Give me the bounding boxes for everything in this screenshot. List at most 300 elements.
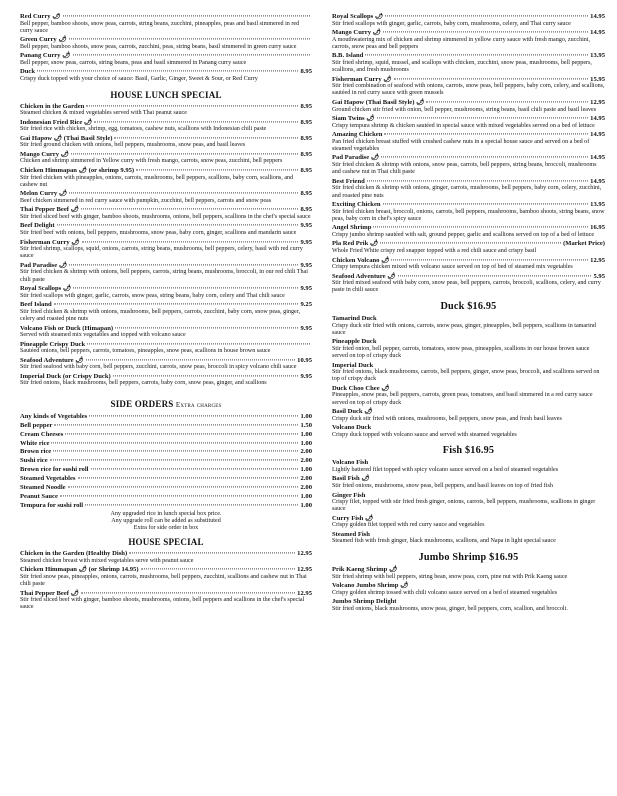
menu-item-description: Stir fried ground chicken with onions, bell peppers, mushrooms, snow peas, and basil leaves — [20, 142, 246, 149]
dot-leader — [114, 137, 298, 138]
menu-item-name: Siam Twins 🌶 — [332, 115, 375, 123]
menu-item — [20, 325, 312, 340]
menu-item-row — [332, 257, 605, 265]
menu-item-description: Stir fried chicken & shrimp with onions, bell peppers, carrots, string beans, mushrooms, broccoli, in our red chili Thai chili paste — [20, 269, 308, 283]
menu-item — [20, 550, 312, 565]
menu-item-name: Seafood Adventure 🌶 — [20, 356, 84, 364]
menu-item-description: Crispy duck topped with volcano sauce and served with steamed vegetables — [332, 431, 517, 438]
menu-item — [20, 502, 312, 510]
menu-item-price: 14.95 — [590, 154, 605, 162]
menu-item-row — [20, 413, 312, 421]
menu-item-price: 1.00 — [300, 492, 312, 500]
menu-item-name: Sushi rice — [20, 457, 48, 465]
dot-leader — [82, 241, 299, 242]
menu-item — [332, 475, 605, 490]
menu-item-price: 8.95 — [300, 102, 312, 110]
menu-item — [332, 582, 605, 597]
dot-leader — [57, 225, 299, 226]
menu-item-price: 1.00 — [300, 466, 312, 474]
menu-item-description: Steamed chicken breast with mixed vegetables serve with peanut sauce — [20, 557, 194, 564]
menu-item — [20, 590, 312, 612]
menu-item — [332, 240, 605, 255]
menu-item — [20, 167, 312, 189]
dot-leader — [115, 327, 298, 328]
menu-item-price: 9.95 — [300, 285, 312, 293]
menu-item — [332, 424, 605, 439]
dot-leader — [141, 569, 296, 570]
menu-item-description: Stir fried chicken with pineapples, onions, carrots, mushrooms, bell peppers, scallions, baby corn, scallions, and cashew nut — [20, 174, 294, 188]
fish-list — [332, 459, 605, 547]
menu-item-name: Volcano Fish or Duck (Himapan) — [20, 324, 114, 332]
menu-item-name: Thai Pepper Beef 🌶 — [20, 589, 79, 597]
dot-leader — [69, 193, 298, 194]
dot-leader — [71, 153, 298, 154]
house-special-heading: HOUSE SPECIAL — [128, 537, 204, 548]
menu-item-row — [332, 154, 605, 162]
dot-leader — [86, 105, 298, 106]
menu-item-description: Stir fried chicken breast, broccoli, onions, carrots, bell peppers, mushrooms, bamboo shoots, string beans, snow peas, baby corn in chef's spicy sauce — [332, 208, 605, 222]
menu-item-row — [20, 206, 312, 214]
menu-item-name: Chicken Himmapan 🌶 (or shrimp 9.95) — [20, 166, 135, 174]
menu-item — [332, 76, 605, 98]
menu-item-description: Stir fried combination of seafood with onions, carrots, snow peas, bell peppers, baby corn, celery, and scallions, sautéed in red curry sauce with green mussels — [332, 83, 605, 97]
menu-item-row — [332, 385, 605, 393]
menu-item — [20, 103, 312, 118]
menu-item-row — [332, 131, 605, 139]
menu-item-description: Crispy filet, topped with stir fried fresh ginger, onions, carrots, bell peppers, mushrooms, scallions in ginger sauce — [332, 499, 596, 513]
menu-item-description: Stir fried chicken & shrimp with onions, snow peas, carrots, bell peppers, string beans, broccoli, mushrooms and cashew nut in Thai chili paste — [332, 162, 597, 176]
menu-item-price: 9.95 — [300, 324, 312, 332]
menu-item-description: Stir fried onions, mushrooms, snow peas, bell peppers, and basil leaves on top of fried fish — [332, 483, 553, 489]
menu-item-name: Gai Hapow (Thai Basil Style) 🌶 — [332, 98, 425, 106]
menu-item — [332, 115, 605, 130]
menu-item-description: Crispy duck stir fried with onions, carrots, snow peas, ginger, pineapples, bell peppers, scallions in tamarind sauce — [332, 322, 596, 336]
dot-leader — [383, 31, 588, 32]
menu-item-name: Steamed Fish — [332, 530, 370, 538]
menu-item-name: Volcano Jumbo Shrimp 🌶 — [332, 582, 409, 590]
menu-item-row — [20, 493, 312, 501]
menu-item — [20, 285, 312, 300]
menu-item-price: 12.95 — [590, 98, 605, 106]
menu-item — [20, 413, 312, 421]
menu-item — [20, 135, 312, 150]
menu-item — [332, 385, 605, 407]
menu-item-row — [20, 550, 312, 558]
menu-item-row — [20, 475, 312, 483]
menu-item — [20, 357, 312, 372]
menu-item-name: Chicken in the Garden (Healthy Dish) — [20, 550, 128, 558]
menu-item-name: Any kinds of Vegetables — [20, 412, 88, 420]
menu-item — [332, 273, 605, 295]
menu-item-row — [20, 566, 312, 574]
side-orders-note: Any upgraded rice in lunch special box price. — [110, 510, 222, 517]
menu-item — [20, 36, 312, 51]
menu-item-price: (Market Price) — [563, 240, 605, 248]
menu-item — [332, 566, 605, 581]
dot-leader — [367, 180, 588, 181]
dot-leader — [91, 469, 299, 470]
menu-item-name: Panang Curry 🌶 — [20, 52, 71, 60]
menu-item-price: 1.50 — [300, 421, 312, 429]
menu-item-name: Duck Choo Chee 🌶 — [332, 384, 390, 392]
menu-item-name: Brown rice — [20, 448, 52, 456]
menu-item-price: 1.00 — [300, 412, 312, 420]
dot-leader — [73, 55, 311, 56]
menu-item-price: 10.95 — [297, 356, 312, 364]
menu-item-name: Basil Duck 🌶 — [332, 408, 373, 416]
menu-item-row — [20, 502, 312, 510]
menu-item-description: Steamed chicken & mixed vegetables served with Thai peanut sauce — [20, 110, 187, 117]
menu-item — [20, 475, 312, 483]
dot-leader — [426, 101, 588, 102]
menu-item-name: Pineapple Duck — [332, 338, 377, 346]
menu-item-price: 9.95 — [300, 261, 312, 269]
menu-item-description: Bell pepper, bamboo shoots, snow peas, carrots, zucchini, peas, string beans, basil simmered in green curry sauce — [20, 43, 297, 50]
menu-item-row — [332, 29, 605, 37]
dot-leader — [89, 415, 298, 416]
dot-leader — [81, 209, 298, 210]
menu-item-price: 14.95 — [590, 29, 605, 37]
menu-item-description: Stir fried shrimp with bell peppers, string bean, snow peas, corn, pine nut with Prik Kaeng sauce — [332, 573, 568, 580]
menu-item-row — [332, 13, 605, 21]
dot-leader — [53, 451, 298, 452]
menu-item-description: Stir fried snow peas, pineapples, onions, carrots, mushrooms, bell peppers, zucchini, scallions and cashew nut in Thai chili paste — [20, 573, 307, 588]
menu-item-row — [332, 52, 605, 60]
dot-leader — [384, 134, 588, 135]
lunch-special-heading: HOUSE LUNCH SPECIAL — [110, 89, 222, 100]
menu-item — [20, 431, 312, 439]
lunch-special-list — [20, 103, 312, 389]
menu-item-row — [20, 36, 312, 44]
menu-item-description: Chicken and shrimp simmered in Yellow curry with fresh mango, carrots, snow peas, zucchini, bell peppers — [20, 158, 283, 165]
dot-leader — [51, 442, 298, 443]
menu-item-name: Prik Kaeng Shrimp 🌶 — [332, 565, 398, 573]
menu-item-name: Mango Curry 🌶 — [20, 150, 70, 158]
dot-leader — [394, 78, 589, 79]
menu-item — [332, 408, 605, 423]
menu-item — [20, 448, 312, 456]
menu-item-name: Indonesian Fried Rice 🌶 — [20, 118, 93, 126]
menu-item-description: Crispy jumbo shrimp sautéed with salt, ground pepper, garlic and scallions served on top of a bed of lettuce — [332, 231, 595, 238]
jumbo-shrimp-heading: Jumbo Shrimp $16.95 — [418, 551, 519, 563]
menu-item-row — [332, 424, 605, 432]
menu-item-row — [20, 285, 312, 293]
menu-item-description: Stir fried onions, black mushrooms, snow peas, ginger, bell peppers, corn, scallion, and broccoli. — [332, 605, 568, 612]
side-orders-list — [20, 413, 312, 511]
menu-item-name: Beef Delight — [20, 222, 55, 230]
menu-item-description: Sautéed onions, bell peppers, carrots, tomatoes, pineapples, snow peas, scallions in house brown sauce — [20, 348, 271, 355]
menu-item — [20, 422, 312, 430]
menu-item-name: Royal Scallops 🌶 — [20, 285, 72, 293]
menu-item-description: Steamed fish with fresh ginger, black mushrooms, scallions, and Napa in light special sauce — [332, 538, 556, 545]
menu-item-description: Stir fried onions, black mushrooms, carrots, bell peppers, ginger, snow peas, broccoli, and scallions served on top of crispy duck — [332, 369, 600, 383]
menu-item-description: Stir fried beef with onions, bell peppers, mushrooms, snow peas, baby corn, ginger, scallions and mandarin sauce — [20, 230, 297, 237]
menu-item-name: Steamed Noodle — [20, 484, 66, 492]
menu-item — [20, 301, 312, 323]
left-column — [20, 13, 312, 792]
menu-item-description: Stir fried sliced beef with ginger, bamboo shoots, mushrooms, onions, bell peppers, scallions in the chef's special sauce — [20, 213, 311, 220]
menu-item-description: Stir fried mixed seafood with baby corn, snow peas, bell peppers, carrots, broccoli, scallions, celery, and curry paste in chili sauce — [332, 280, 601, 294]
menu-item-name: White rice — [20, 439, 50, 447]
menu-item — [332, 315, 605, 337]
menu-item-description: Stir fried onion, bell pepper, carrots, tomatoes, snow peas, pineapples, scallions in our house brown sauce served on top of crispy duck — [332, 345, 590, 360]
menu-item-name: Gai Hapow 🌶 (Thai Basil Style) — [20, 134, 113, 142]
menu-item-row — [20, 422, 312, 430]
menu-item — [20, 222, 312, 237]
dot-leader — [113, 375, 299, 376]
dot-leader — [54, 424, 298, 425]
menu-item-description: Stir fried shrimp, squid, mussel, and scallops with chicken, zucchini, snow peas, mushrooms, bell peppers, scallions, and fresh mushrooms — [332, 59, 592, 74]
menu-item-row — [332, 598, 605, 606]
house-special-list — [20, 550, 312, 613]
menu-item-row — [20, 457, 312, 465]
menu-item — [332, 598, 605, 613]
menu-item — [332, 154, 605, 176]
menu-item-price: 8.95 — [300, 68, 312, 76]
menu-item-price: 1.00 — [300, 430, 312, 438]
dot-leader — [63, 15, 310, 16]
dot-leader — [129, 553, 295, 554]
menu-item-name: Brown rice for sushi roll — [20, 466, 89, 474]
side-orders-note: Extra for side order in box — [133, 525, 199, 532]
menu-item-description: Stir fried chicken & shrimp with onions, mushrooms, bell peppers, carrots, zucchini, baby corn, snow peas, ginger, celery and roasted pine nuts — [20, 308, 301, 323]
jumbo-shrimp-list — [332, 566, 605, 614]
dot-leader — [391, 259, 588, 260]
menu-item — [332, 515, 605, 530]
menu-item-row — [20, 466, 312, 474]
menu-item-price: 8.95 — [300, 166, 312, 174]
menu-item-price: 12.95 — [297, 589, 312, 597]
menu-item-row — [332, 201, 605, 209]
menu-item — [20, 119, 312, 134]
menu-item-description: Served with steamed mix vegetables and topped with volcano sauce — [20, 332, 186, 339]
menu-item-name: Exciting Chicken — [332, 201, 381, 209]
menu-item — [20, 262, 312, 284]
menu-item-name: Ginger Fish — [332, 491, 366, 499]
menu-item-description: Stir fried scallops with ginger, garlic, carrots, snow peas, string beans, baby corn, celery and Thai chili sauce — [20, 292, 285, 299]
menu-item-name: Basil Fish 🌶 — [332, 475, 370, 483]
menu-item-name: Chicken Volcano 🌶 — [332, 256, 390, 264]
side-orders-subtitle: Extra charges — [175, 400, 222, 409]
dot-leader — [385, 15, 588, 16]
menu-item-name: Volcano Fish — [332, 459, 369, 467]
side-orders-notes — [20, 511, 312, 533]
side-orders-title: SIDE ORDERS — [110, 398, 174, 409]
menu-item-price: 9.25 — [300, 301, 312, 309]
menu-item-row — [332, 315, 605, 323]
menu-item-description: Crispy golden filet topped with red curry sauce and vegetables — [332, 522, 485, 529]
menu-item-name: Royal Scallops 🌶 — [332, 13, 384, 20]
menu-item-description: Stir fried seafood with baby corn, bell peppers, zucchini, carrots, snow peas, broccoli in spicy volcano chili sauce — [20, 364, 297, 371]
menu-item-name: Volcano Duck — [332, 424, 372, 432]
menu-item-row — [332, 492, 605, 500]
menu-item — [332, 13, 605, 28]
menu-item — [332, 492, 605, 514]
menu-item-description: Bell pepper, snow peas, carrots, string beans, peas and basil simmered in Panang curry sauce — [20, 59, 247, 66]
menu-item-name: Melon Curry 🌶 — [20, 190, 68, 198]
menu-item-name: Imperial Duck — [332, 361, 374, 369]
menu-item-name: Red Curry 🌶 — [20, 13, 61, 20]
menu-item-description: Stir fried onions, black mushrooms, bell peppers, carrots, baby corn, snow peas, ginger, and scallions — [20, 380, 267, 387]
menu-item-row — [20, 448, 312, 456]
menu-item-price: 8.95 — [300, 150, 312, 158]
menu-item-name: Amazing Chicken — [332, 131, 383, 139]
menu-item-row — [332, 99, 605, 107]
menu-item-description: Bell pepper, bamboo shoots, snow peas, carrots, string beans, zucchini, pineapples, peas and basil simmered in red curry sauce — [20, 20, 300, 34]
menu-item — [20, 440, 312, 448]
menu-item-row — [20, 103, 312, 111]
menu-item-name: Bell pepper — [20, 421, 53, 429]
dot-leader — [54, 304, 299, 305]
menu-item-price: 12.95 — [590, 256, 605, 264]
dot-leader — [380, 243, 561, 244]
menu-item-row — [332, 224, 605, 232]
specials-list — [332, 13, 605, 296]
menu-item — [20, 68, 312, 83]
menu-item-name: Mango Curry 🌶 — [332, 29, 382, 37]
menu-item — [20, 151, 312, 166]
menu-item-name: Best Friend — [332, 177, 365, 185]
menu-item-description: Beef chicken simmered in red curry sauce with pumpkin, zucchini, bell peppers, carrots and snow peas — [20, 197, 272, 204]
menu-item-description: A mouthwatering mix of chicken and shrimp simmered in yellow curry sauce with fresh mango, zucchini, carrots, snow peas and bell peppers — [332, 36, 591, 50]
dot-leader — [37, 71, 298, 72]
menu-item-name: Tamarind Duck — [332, 314, 377, 322]
menu-item-price: 2.00 — [300, 457, 312, 465]
duck-heading: Duck $16.95 — [440, 300, 497, 312]
menu-item — [332, 224, 605, 239]
menu-item-price: 2.00 — [300, 475, 312, 483]
menu-item-row — [332, 240, 605, 248]
menu-item-name: Duck — [20, 68, 36, 76]
menu-item-description: Stir fried rice with chicken, shrimp, egg, tomatoes, cashew nuts, scallions with Indonesian chili paste — [20, 126, 267, 133]
menu-item-price: 16.95 — [590, 224, 605, 232]
menu-item — [20, 457, 312, 465]
menu-item-description: Crispy duck topped with your choice of sauce: Basil, Garlic, Ginger, Sweet & Sour, or Red Curry — [20, 76, 258, 83]
menu-item-row — [332, 338, 605, 346]
menu-item — [332, 338, 605, 360]
menu-item-name: Jumbo Shrimp Delight — [332, 598, 397, 606]
menu-item-description: Lightly battered filet topped with spicy volcano sauce served on a bed of steamed vegetables — [332, 466, 559, 473]
menu-item-row — [20, 301, 312, 309]
menu-item — [332, 178, 605, 200]
menu-item-name: Chicken in the Garden — [20, 102, 85, 110]
menu-item-row — [20, 222, 312, 230]
menu-item-name: Angel Shrimp — [332, 224, 372, 232]
menu-item-description: Pan fried chicken breast stuffed with crushed cashew nuts in a special house sauce and served on a bed of steamed vegetables — [332, 138, 590, 152]
dot-leader — [69, 264, 298, 265]
menu-item-name: Green Curry 🌶 — [20, 36, 67, 44]
menu-item — [332, 52, 605, 74]
dot-leader — [377, 117, 589, 118]
menu-item-name: Thai Pepper Beef 🌶 — [20, 206, 79, 214]
menu-item-price: 14.95 — [590, 131, 605, 139]
side-orders-heading — [20, 399, 312, 411]
menu-item-description: Crispy tempura chicken mixed with volcano sauce served on top of bed of steamed mix vegetables — [332, 264, 573, 271]
menu-item-row — [332, 475, 605, 483]
menu-item-price: 9.95 — [300, 222, 312, 230]
dot-leader — [136, 169, 298, 170]
menu-item-row — [332, 459, 605, 467]
dot-leader — [87, 343, 310, 344]
menu-item-name: Fisherman Curry 🌶 — [332, 75, 392, 83]
menu-item-description: Crispy golden shrimp tossed with chili volcano sauce served on a bed of steamed vegetables — [332, 589, 558, 596]
menu-item-name: B.B. Island — [332, 52, 364, 60]
menu-item-row — [20, 440, 312, 448]
menu-item-row — [332, 582, 605, 590]
menu-item-name: Pad Paradise 🌶 — [20, 261, 68, 269]
menu-item-price: 8.95 — [300, 190, 312, 198]
menu-item-description: Ground chicken stir fried with onion, bell pepper, mushrooms, string beans, basil chili paste and basil leaves — [332, 106, 597, 113]
menu-item-row — [20, 190, 312, 198]
dot-leader — [60, 495, 299, 496]
menu-item-price: 8.95 — [300, 118, 312, 126]
fish-heading: Fish $16.95 — [442, 445, 495, 457]
dot-leader — [85, 504, 298, 505]
menu-item-price: 1.00 — [300, 501, 312, 509]
menu-item-price: 14.95 — [590, 115, 605, 123]
menu-item-name: Seafood Adventure 🌶 — [332, 272, 396, 280]
menu-item-name: Tempura for sushi roll — [20, 501, 84, 509]
menu-item-row — [332, 115, 605, 123]
menu-item — [20, 13, 312, 35]
menu-item-price: 1.00 — [300, 439, 312, 447]
menu-item-row — [20, 13, 312, 21]
menu-item — [332, 99, 605, 114]
menu-item — [20, 466, 312, 474]
menu-item-row — [20, 68, 312, 76]
menu-item-description: Crispy tempura shrimp & chicken sautéed in special sauce with mixed vegetables served on a bed of lettuce — [332, 122, 595, 129]
menu-item — [20, 239, 312, 261]
menu-item-row — [20, 167, 312, 175]
menu-item-name: Imperial Duck (or Crispy Duck) — [20, 372, 111, 380]
menu-item-price: 15.95 — [590, 75, 605, 83]
dot-leader — [94, 121, 298, 122]
menu-item-price: 12.95 — [297, 550, 312, 558]
menu-item-description: Whole Fried White crispy red snapper topped with a red chili sauce and crispy basil — [332, 248, 537, 255]
menu-item — [332, 257, 605, 272]
dot-leader — [383, 203, 589, 204]
dot-leader — [81, 592, 295, 593]
dot-leader — [78, 478, 299, 479]
menu-item-price: 2.00 — [300, 448, 312, 456]
menu-item — [332, 29, 605, 51]
side-orders-note: Any upgrade roll can be added as substituted — [111, 517, 221, 524]
menu-item-name: Chicken Himmapan 🌶 (or Shrimp 14.95) — [20, 566, 139, 574]
menu-item — [20, 484, 312, 492]
menu-item-row — [20, 239, 312, 247]
menu-item-price: 9.95 — [300, 372, 312, 380]
menu-item-price: 14.95 — [590, 177, 605, 185]
menu-item-price: 9.95 — [300, 238, 312, 246]
dot-leader — [68, 486, 299, 487]
menu-item-description: Stir fried chicken & shrimp with onions, ginger, carrots, mushrooms, bell peppers, baby corn, celery, zucchini, and roasted pine nuts — [332, 185, 602, 199]
menu-item-name: Beef Island — [20, 301, 52, 309]
menu-item-description: Crispy duck stir fried with onions, mushrooms, bell peppers, snow peas, and fresh basil leaves — [332, 415, 562, 422]
menu-item — [332, 131, 605, 153]
menu-item-row — [20, 484, 312, 492]
menu-item-row — [20, 431, 312, 439]
menu-item-name: Pla Red Prik 🌶 — [332, 240, 379, 248]
menu-item-price: 2.00 — [300, 484, 312, 492]
dot-leader — [398, 275, 592, 276]
menu-item-price: 14.95 — [590, 13, 605, 20]
menu-item-name: Curry Fish 🌶 — [332, 514, 374, 522]
dot-leader — [86, 359, 296, 360]
menu-item — [20, 190, 312, 205]
menu-item — [20, 373, 312, 388]
menu-item-description: Stir fried sliced beef with ginger, bamboo shoots, mushrooms, onions, bell peppers and scallions in the chef's special sauce — [20, 597, 305, 611]
dot-leader — [365, 55, 588, 56]
